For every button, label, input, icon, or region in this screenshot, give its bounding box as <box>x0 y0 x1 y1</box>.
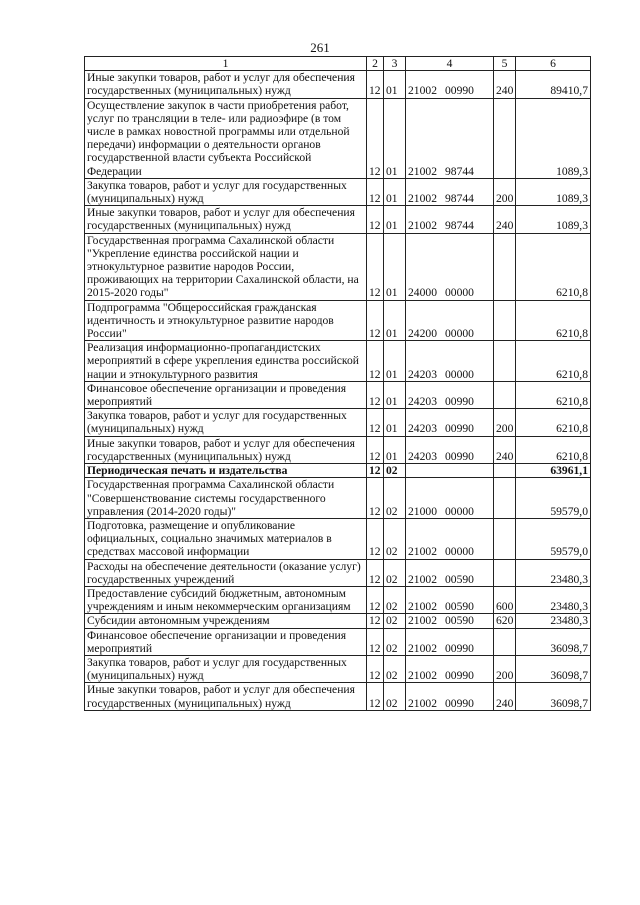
row-subsection: 02 <box>384 518 406 559</box>
row-target-article <box>406 655 494 682</box>
row-expense-type: 200 <box>494 655 516 682</box>
row-name: Финансовое обеспечение организации и проведения мероприятий <box>85 381 367 408</box>
row-section: 12 <box>367 381 384 408</box>
row-amount: 1089,3 <box>516 206 591 233</box>
row-subsection: 02 <box>384 628 406 655</box>
table-row <box>85 409 591 436</box>
row-amount: 63961,1 <box>516 464 591 478</box>
table-row <box>85 436 591 463</box>
table-row <box>85 206 591 233</box>
target-article-direction: 00990 <box>444 84 474 98</box>
row-target-article <box>406 628 494 655</box>
row-subsection: 02 <box>384 614 406 628</box>
table-row <box>85 559 591 586</box>
row-expense-type: 240 <box>494 206 516 233</box>
row-subsection: 01 <box>384 206 406 233</box>
table-row <box>85 300 591 341</box>
column-header-expense-type: 5 <box>494 57 516 71</box>
target-article-program: 21002 <box>408 192 437 206</box>
row-subsection: 02 <box>384 464 406 478</box>
target-article-program: 21002 <box>408 669 437 683</box>
table-row <box>85 518 591 559</box>
target-article-direction: 00590 <box>444 572 474 586</box>
row-target-article <box>406 98 494 178</box>
row-target-article <box>406 233 494 300</box>
row-amount: 89410,7 <box>516 71 591 98</box>
target-article-program: 21002 <box>408 696 437 710</box>
row-target-article <box>406 464 494 478</box>
row-target-article <box>406 381 494 408</box>
target-article-program: 21002 <box>408 219 437 233</box>
row-name: Расходы на обеспечение деятельности (оказание услуг) государственных учреждений <box>85 559 367 586</box>
row-target-article <box>406 206 494 233</box>
row-name: Закупка товаров, работ и услуг для государственных (муниципальных) нужд <box>85 178 367 205</box>
table-row <box>85 98 591 178</box>
row-section: 12 <box>367 655 384 682</box>
table-row <box>85 71 591 98</box>
row-section: 12 <box>367 300 384 341</box>
row-section: 12 <box>367 206 384 233</box>
target-article-program: 21002 <box>408 600 437 614</box>
row-expense-type <box>494 464 516 478</box>
row-amount: 59579,0 <box>516 518 591 559</box>
row-amount: 23480,3 <box>516 559 591 586</box>
row-expense-type <box>494 559 516 586</box>
row-name: Иные закупки товаров, работ и услуг для обеспечения государственных (муниципальных) нужд <box>85 436 367 463</box>
row-expense-type: 240 <box>494 71 516 98</box>
row-name: Осуществление закупок в части приобретения работ, услуг по трансляции в теле- или радиоэфире (в том числе в рамках новостной программы или отдельной передачи) информации о деятельности органов государственной власти субъекта Российской Федерации <box>85 98 367 178</box>
column-header-target-article: 4 <box>406 57 494 71</box>
target-article-direction: 00000 <box>444 545 474 559</box>
row-subsection: 01 <box>384 341 406 382</box>
row-amount: 23480,3 <box>516 586 591 613</box>
row-target-article <box>406 683 494 710</box>
row-name: Государственная программа Сахалинской области "Совершенствование системы государственного управления (2014-2020 годы)" <box>85 478 367 519</box>
row-section: 12 <box>367 464 384 478</box>
row-section: 12 <box>367 98 384 178</box>
row-name: Периодическая печать и издательства <box>85 464 367 478</box>
row-subsection: 02 <box>384 478 406 519</box>
table-body <box>85 71 591 711</box>
target-article-direction: 00000 <box>444 504 474 518</box>
row-target-article <box>406 586 494 613</box>
row-name: Закупка товаров, работ и услуг для государственных (муниципальных) нужд <box>85 655 367 682</box>
row-name: Иные закупки товаров, работ и услуг для обеспечения государственных (муниципальных) нужд <box>85 206 367 233</box>
row-amount: 36098,7 <box>516 628 591 655</box>
row-name: Подпрограмма "Общероссийская гражданская идентичность и этнокультурное развитие народов России" <box>85 300 367 341</box>
row-section: 12 <box>367 586 384 613</box>
page-number: 261 <box>310 40 330 55</box>
row-expense-type: 240 <box>494 436 516 463</box>
target-article-program: 24203 <box>408 422 437 436</box>
row-subsection: 01 <box>384 233 406 300</box>
row-expense-type: 200 <box>494 409 516 436</box>
target-article-direction: 98744 <box>444 192 474 206</box>
table-row <box>85 233 591 300</box>
row-section: 12 <box>367 409 384 436</box>
target-article-program: 24200 <box>408 327 437 341</box>
row-expense-type <box>494 518 516 559</box>
row-name: Иные закупки товаров, работ и услуг для обеспечения государственных (муниципальных) нужд <box>85 683 367 710</box>
target-article-program: 21002 <box>408 572 437 586</box>
row-name: Предоставление субсидий бюджетным, автономным учреждениям и иным некоммерческим организациям <box>85 586 367 613</box>
target-article-program: 24203 <box>408 449 437 463</box>
row-amount: 6210,8 <box>516 409 591 436</box>
row-section: 12 <box>367 559 384 586</box>
row-amount: 6210,8 <box>516 300 591 341</box>
column-header-name: 1 <box>85 57 367 71</box>
column-header-section: 2 <box>367 57 384 71</box>
row-subsection: 01 <box>384 98 406 178</box>
row-section: 12 <box>367 233 384 300</box>
row-target-article <box>406 341 494 382</box>
table-row <box>85 655 591 682</box>
target-article-program: 21002 <box>408 641 437 655</box>
row-subsection: 01 <box>384 300 406 341</box>
row-target-article <box>406 409 494 436</box>
row-expense-type <box>494 341 516 382</box>
row-section: 12 <box>367 341 384 382</box>
row-subsection: 02 <box>384 586 406 613</box>
row-target-article <box>406 436 494 463</box>
row-target-article <box>406 71 494 98</box>
row-section: 12 <box>367 518 384 559</box>
row-subsection: 02 <box>384 655 406 682</box>
row-name: Субсидии автономным учреждениям <box>85 614 367 628</box>
table-row <box>85 341 591 382</box>
table-row <box>85 464 591 478</box>
row-amount: 1089,3 <box>516 98 591 178</box>
target-article-direction: 98744 <box>444 164 474 178</box>
row-expense-type: 620 <box>494 614 516 628</box>
table-row <box>85 683 591 710</box>
row-expense-type <box>494 300 516 341</box>
target-article-direction: 00000 <box>444 367 474 381</box>
target-article-direction: 98744 <box>444 219 474 233</box>
row-target-article <box>406 559 494 586</box>
row-section: 12 <box>367 614 384 628</box>
target-article-direction: 00990 <box>444 422 474 436</box>
target-article-program: 24000 <box>408 286 437 300</box>
row-name: Закупка товаров, работ и услуг для государственных (муниципальных) нужд <box>85 409 367 436</box>
row-target-article <box>406 478 494 519</box>
target-article-program: 24203 <box>408 367 437 381</box>
table-row <box>85 628 591 655</box>
row-target-article <box>406 300 494 341</box>
target-article-program: 21002 <box>408 614 437 628</box>
row-expense-type: 240 <box>494 683 516 710</box>
target-article-direction: 00590 <box>444 614 474 628</box>
row-name: Финансовое обеспечение организации и проведения мероприятий <box>85 628 367 655</box>
row-section: 12 <box>367 628 384 655</box>
row-amount: 36098,7 <box>516 655 591 682</box>
target-article-direction: 00990 <box>444 669 474 683</box>
target-article-direction: 00990 <box>444 395 474 409</box>
row-subsection: 01 <box>384 178 406 205</box>
row-name: Подготовка, размещение и опубликование официальных, социально значимых материалов в средствах массовой информации <box>85 518 367 559</box>
row-expense-type: 200 <box>494 178 516 205</box>
row-subsection: 02 <box>384 559 406 586</box>
row-amount: 36098,7 <box>516 683 591 710</box>
row-subsection: 01 <box>384 71 406 98</box>
row-amount: 6210,8 <box>516 436 591 463</box>
row-subsection: 01 <box>384 381 406 408</box>
row-amount: 6210,8 <box>516 233 591 300</box>
target-article-direction: 00990 <box>444 449 474 463</box>
row-subsection: 01 <box>384 409 406 436</box>
row-expense-type <box>494 233 516 300</box>
target-article-direction: 00590 <box>444 600 474 614</box>
target-article-direction: 00990 <box>444 696 474 710</box>
row-expense-type: 600 <box>494 586 516 613</box>
row-expense-type <box>494 98 516 178</box>
budget-table <box>84 56 591 711</box>
table-header <box>85 57 591 71</box>
row-target-article <box>406 518 494 559</box>
target-article-direction: 00000 <box>444 286 474 300</box>
row-name: Реализация информационно-пропагандистских мероприятий в сфере укрепления единства российской нации и этнокультурного развития <box>85 341 367 382</box>
row-section: 12 <box>367 436 384 463</box>
row-section: 12 <box>367 178 384 205</box>
row-expense-type <box>494 381 516 408</box>
header-row <box>85 57 591 71</box>
row-target-article <box>406 614 494 628</box>
target-article-program: 21000 <box>408 504 437 518</box>
table-row <box>85 478 591 519</box>
row-amount: 23480,3 <box>516 614 591 628</box>
target-article-direction: 00990 <box>444 641 474 655</box>
row-subsection: 02 <box>384 683 406 710</box>
table-row <box>85 381 591 408</box>
table-row <box>85 614 591 628</box>
table-row <box>85 586 591 613</box>
table-row <box>85 178 591 205</box>
target-article-program: 24203 <box>408 395 437 409</box>
row-name: Государственная программа Сахалинской области "Укрепление единства российской нации и этнокультурное развитие народов России, проживающих на территории Сахалинской области, на 2015-2020 годы" <box>85 233 367 300</box>
column-header-amount: 6 <box>516 57 591 71</box>
row-expense-type <box>494 478 516 519</box>
row-amount: 6210,8 <box>516 341 591 382</box>
row-target-article <box>406 178 494 205</box>
row-section: 12 <box>367 71 384 98</box>
target-article-program: 21002 <box>408 84 437 98</box>
row-amount: 59579,0 <box>516 478 591 519</box>
target-article-direction: 00000 <box>444 327 474 341</box>
row-name: Иные закупки товаров, работ и услуг для обеспечения государственных (муниципальных) нужд <box>85 71 367 98</box>
row-amount: 1089,3 <box>516 178 591 205</box>
row-section: 12 <box>367 683 384 710</box>
row-expense-type <box>494 628 516 655</box>
row-subsection: 01 <box>384 436 406 463</box>
row-amount: 6210,8 <box>516 381 591 408</box>
column-header-subsection: 3 <box>384 57 406 71</box>
row-section: 12 <box>367 478 384 519</box>
target-article-program: 21002 <box>408 545 437 559</box>
target-article-program: 21002 <box>408 164 437 178</box>
